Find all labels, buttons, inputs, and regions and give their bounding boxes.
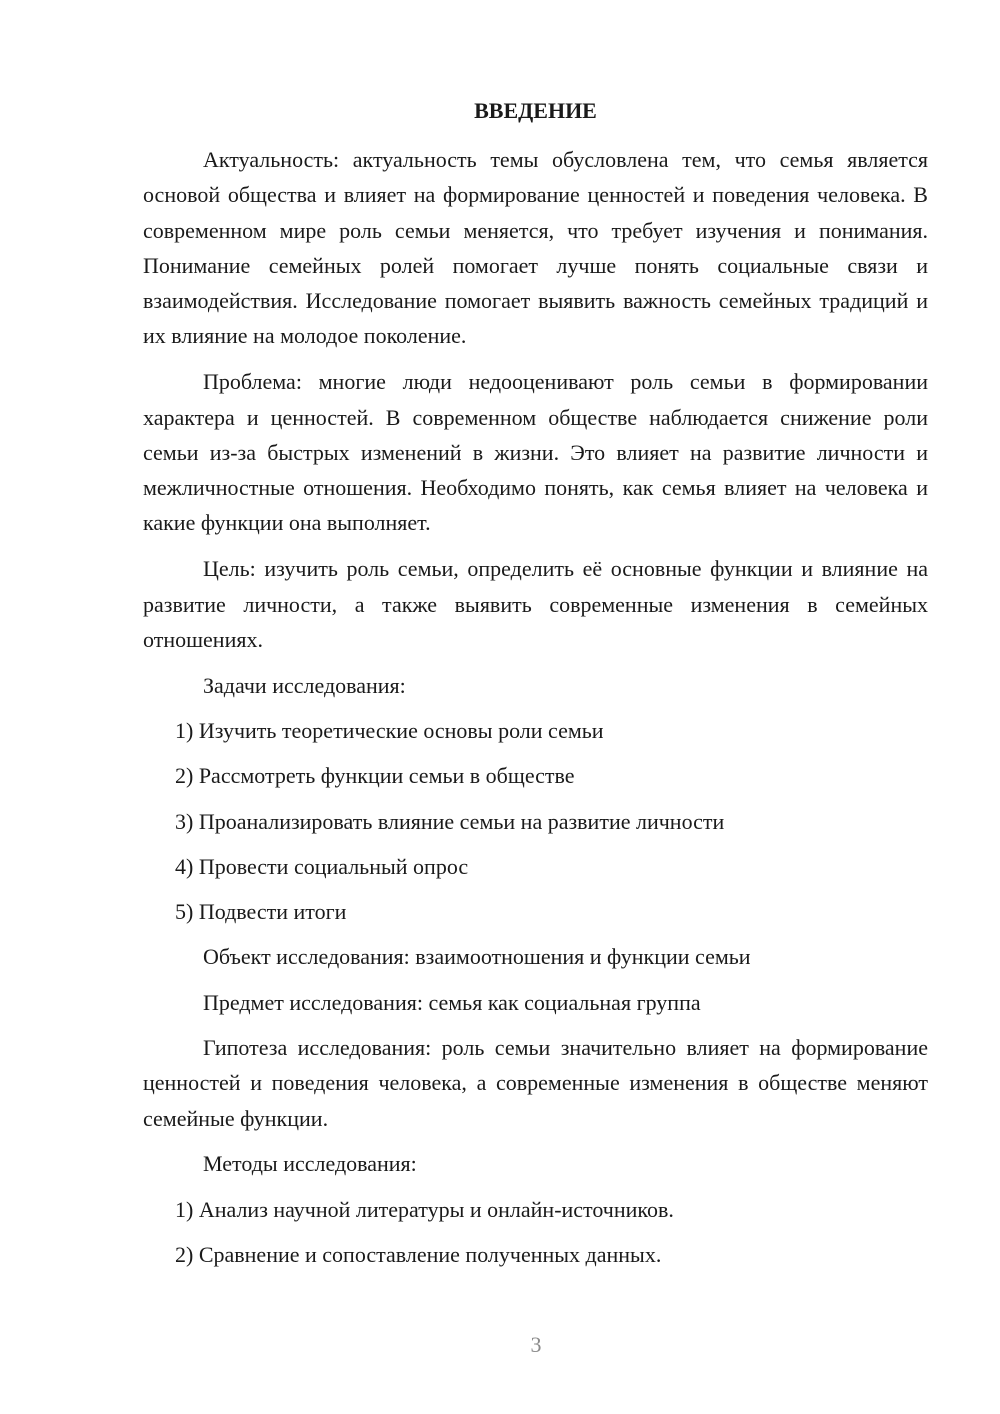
goal-paragraph: Цель: изучить роль семьи, определить её основные функции и влияние на развитие личности, а также выявить современные изменения в семейных отношениях. — [143, 556, 928, 652]
methods-list — [143, 1192, 928, 1273]
list-item: 2) Сравнение и сопоставление полученных данных. — [175, 1242, 662, 1268]
research-object: Объект исследования: взаимоотношения и функции семьи — [203, 944, 751, 970]
list-item: 1) Анализ научной литературы и онлайн-источников. — [175, 1196, 674, 1222]
hypothesis-paragraph: Гипотеза исследования: роль семьи значительно влияет на формирование ценностей и поведения человека, а современные изменения в обществе меняют семейные функции. — [143, 1035, 928, 1131]
research-subject: Предмет исследования: семья как социальная группа — [203, 989, 701, 1015]
problem-paragraph: Проблема: многие люди недооценивают роль семьи в формировании характера и ценностей. В современном обществе наблюдается снижение роли семьи из-за быстрых изменений в жизни. Это влияет на развитие личности и межличностные отношения. Необходимо понять, как семья влияет на человека и какие функции она выполняет. — [143, 369, 928, 536]
methods-heading: Методы исследования: — [203, 1151, 417, 1177]
document-page — [143, 94, 928, 1282]
page-title: ВВЕДЕНИЕ — [474, 98, 597, 123]
list-item: 5) Подвести итоги — [175, 899, 347, 925]
tasks-heading: Задачи исследования: — [203, 672, 406, 698]
tasks-list — [143, 713, 928, 929]
list-item: 4) Провести социальный опрос — [175, 853, 469, 879]
list-item: 3) Проанализировать влияние семьи на развитие личности — [175, 808, 725, 834]
relevance-paragraph: Актуальность: актуальность темы обусловлена тем, что семья является основой общества и влияет на формирование ценностей и поведения человека. В современном мире роль семьи меняется, что требует изучения и понимания. Понимание семейных ролей помогает лучше понять социальные связи и взаимодействия. Исследование помогает выявить важность семейных традиций и их влияние на молодое поколение. — [143, 147, 928, 349]
list-item: 2) Рассмотреть функции семьи в обществе — [175, 763, 575, 789]
list-item: 1) Изучить теоретические основы роли семьи — [175, 717, 604, 743]
page-number: 3 — [530, 1332, 542, 1357]
